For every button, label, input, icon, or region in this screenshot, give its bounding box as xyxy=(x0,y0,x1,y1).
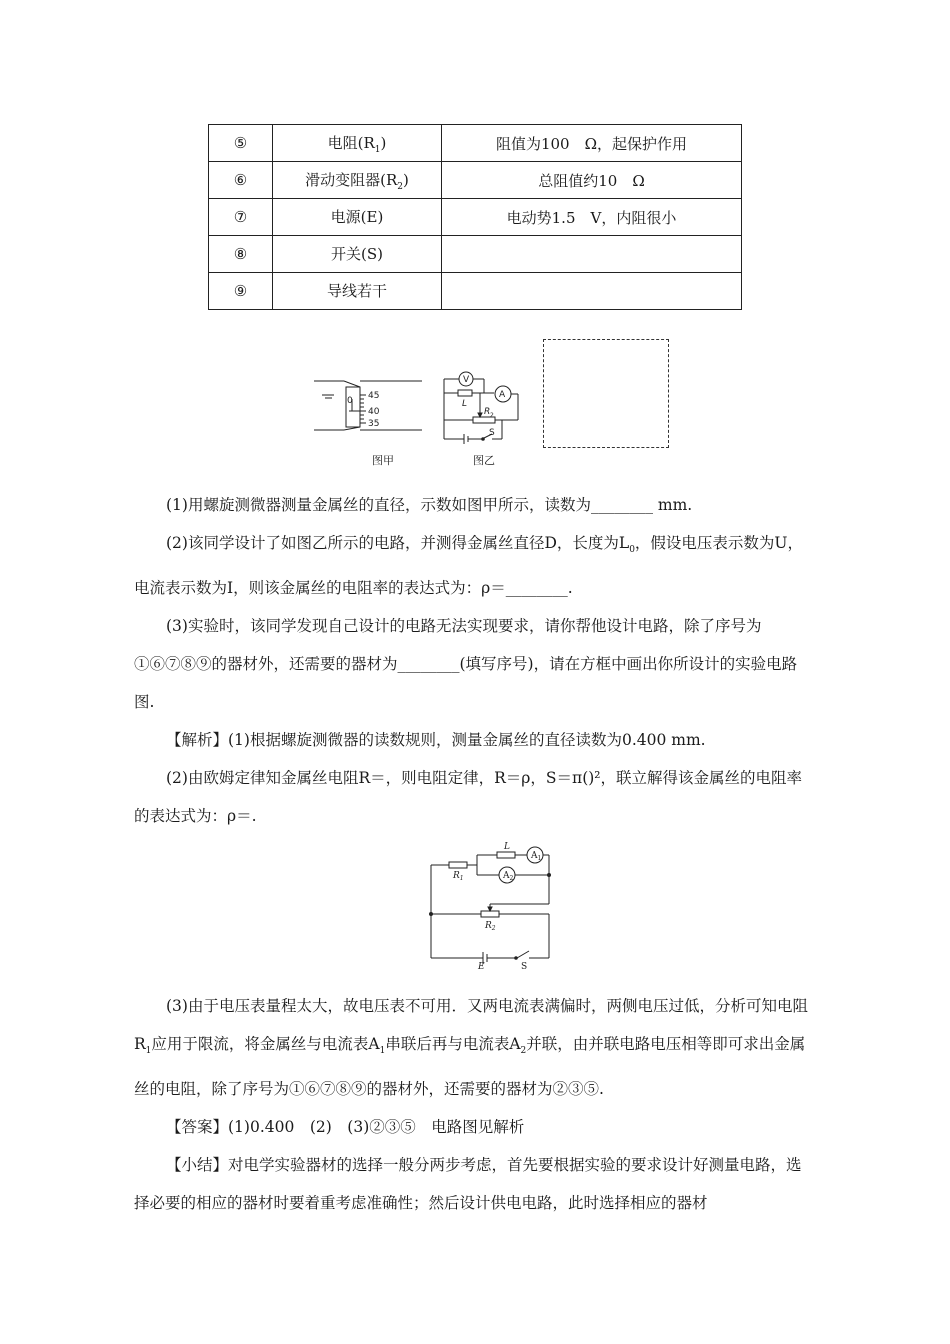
figure-caption-yi: 图乙 xyxy=(473,454,495,467)
equipment-spec xyxy=(442,273,742,310)
circuit-figure-yi xyxy=(440,365,522,447)
voltmeter-label: V xyxy=(463,375,470,385)
equipment-name: 电源(E) xyxy=(273,199,442,236)
row-number: ⑦ xyxy=(209,199,273,236)
sol-switch-label: S xyxy=(521,962,528,972)
row-number: ⑧ xyxy=(209,236,273,273)
sol-a2-label: $A_2$ xyxy=(503,871,514,882)
equipment-spec: 电动势1.5 V，内阻很小 xyxy=(442,199,742,236)
equipment-name: 导线若干 xyxy=(273,273,442,310)
row-number: ⑤ xyxy=(209,125,273,162)
summary-line: 【小结】对电学实验器材的选择一般分两步考虑，首先要根据实验的要求设计好测量电路，选择必要的相应的器材时要着重考虑准确性；然后设计供电电路，此时选择相应的器材 xyxy=(134,1156,802,1213)
equipment-table xyxy=(208,124,742,310)
row-number: ⑥ xyxy=(209,162,273,199)
row-number: ⑨ xyxy=(209,273,273,310)
sol-a1-label: $A_1$ xyxy=(531,851,542,862)
table-row xyxy=(209,162,742,199)
equipment-name: 电阻$(R_1)$ xyxy=(273,125,442,162)
rheostat-label: R xyxy=(484,407,491,417)
scale-45: 45 xyxy=(368,391,380,401)
equipment-spec: 阻值为100 Ω，起保护作用 xyxy=(442,125,742,162)
figure-caption-jia: 图甲 xyxy=(372,454,394,467)
analysis-1: 【解析】(1)根据螺旋测微器的读数规则，测量金属丝的直径读数为0.400 mm. xyxy=(166,731,706,750)
question-1: (1)用螺旋测微器测量金属丝的直径，示数如图甲所示，读数为________ mm. xyxy=(166,496,693,514)
table-row xyxy=(209,125,742,162)
equipment-name: 开关(S) xyxy=(273,236,442,273)
solution-circuit xyxy=(425,840,555,972)
equipment-spec xyxy=(442,236,742,273)
question-3: (3)实验时，该同学发现自己设计的电路无法实现要求，请你帮他设计电路，除了序号为①⑥⑦⑧⑨的器材外，还需要的器材为________(填写序号)，请在方框中画出你所设计的实验电路图. xyxy=(134,617,798,712)
table-row xyxy=(209,273,742,310)
equipment-name: 滑动变阻器$(R_2)$ xyxy=(273,162,442,199)
sol-wire-label: L xyxy=(504,842,510,852)
scale-35: 35 xyxy=(368,419,380,429)
questions-block xyxy=(134,486,816,835)
answer-box xyxy=(543,339,669,448)
rheostat-label-sub: 2 xyxy=(490,412,494,419)
sol-r1-label: $R_1$ xyxy=(453,871,464,882)
analysis-3: (3)由于电压表量程太大，故电压表不可用．又两电流表满偏时，两侧电压过低，分析可知电阻$R_1$应用于限流，将金属丝与电流表$A_1$串联后再与电流表$A_2$并联，由并联电路电压相等即可求出金属丝的电阻，除了序号为①⑥⑦⑧⑨的器材外，还需要的器材为②③⑤. xyxy=(134,997,808,1099)
scale-zero: 0 xyxy=(347,396,353,406)
ammeter-label: A xyxy=(499,390,506,400)
sol-source-label: E xyxy=(478,962,485,972)
analysis-block xyxy=(134,987,816,1222)
equipment-spec: 总阻值约10 Ω xyxy=(442,162,742,199)
scale-40: 40 xyxy=(368,407,380,417)
table-row xyxy=(209,236,742,273)
sol-r2-label: $R_2$ xyxy=(485,921,496,932)
wire-label: L xyxy=(462,399,468,409)
question-2: (2)该同学设计了如图乙所示的电路，并测得金属丝直径D，长度为$L_0$，假设电压表示数为U，电流表示数为I，则该金属丝的电阻率的表达式为：ρ＝________. xyxy=(134,534,803,598)
switch-label: S xyxy=(489,428,495,438)
table-row xyxy=(209,199,742,236)
micrometer-figure xyxy=(312,373,422,443)
answer-line: 【答案】(1)0.400 (2) (3)②③⑤ 电路图见解析 xyxy=(166,1118,525,1137)
analysis-2: (2)由欧姆定律知金属丝电阻R＝，则电阻定律，R＝ρ，S＝π()²，联立解得该金属丝的电阻率的表达式为：ρ＝. xyxy=(134,769,803,826)
